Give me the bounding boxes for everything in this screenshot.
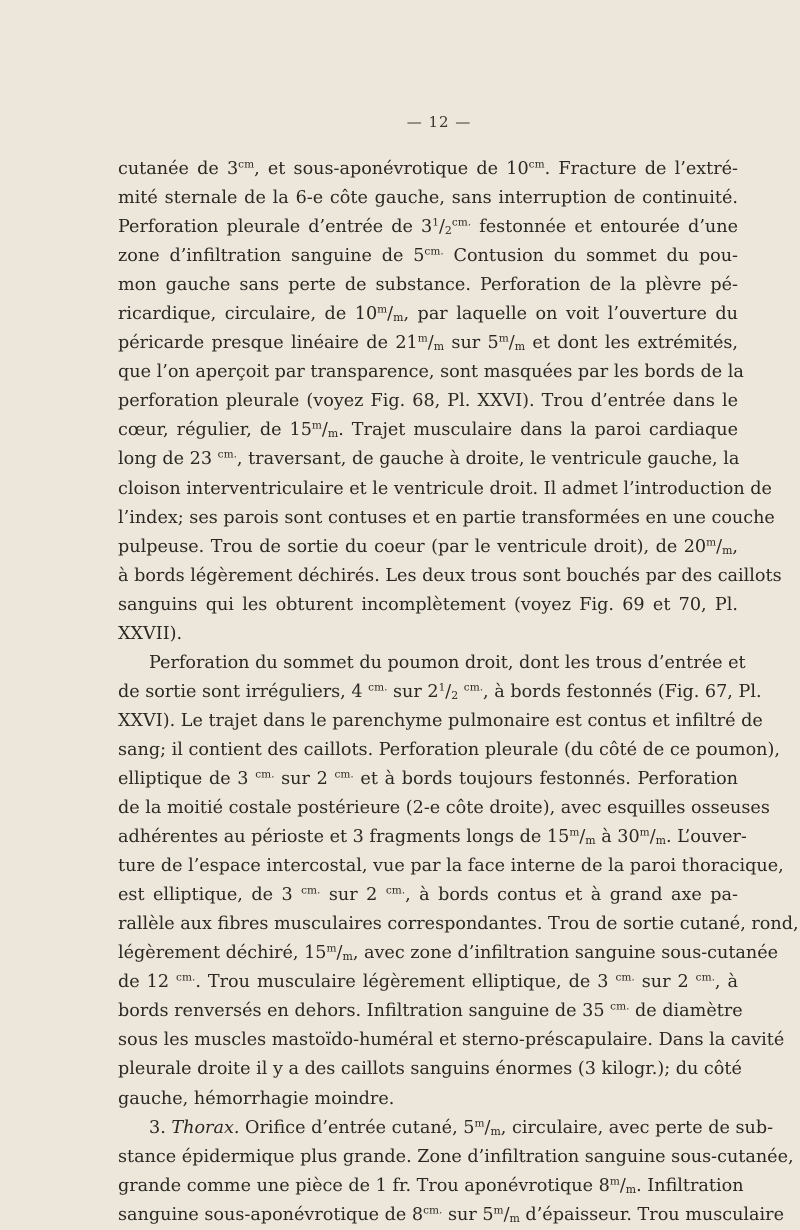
body-text (118, 155, 799, 1230)
text-line: stance épidermique plus grande. Zone d’infiltration sanguine sous-cutanée, (118, 1146, 794, 1167)
text-line: grande comme une pièce de 1 fr. Trou aponévrotique $8^m/_m$. Infiltration (118, 1175, 744, 1196)
text-line: zone d’infiltration sanguine de $5^{cm.}$ Contusion du sommet du pou- (118, 245, 739, 267)
text-line: pulpeuse. Trou de sortie du coeur (par le ventricule droit), de $20^m/_m$, (118, 536, 738, 557)
text-line: sanguins qui les obturent incomplètement (voyez Fig. 69 et 70, Pl. (118, 594, 738, 615)
text-line: pleurale droite il y a des caillots sanguins énormes (3 kilogr.); du côté (118, 1059, 742, 1080)
text-line: sous les muscles mastoïdo-huméral et sterno-préscapulaire. Dans la cavité (118, 1030, 785, 1051)
text-line: bords renversés en dehors. Infiltration sanguine de 35 $^{cm.}$ de diamètre (118, 1001, 743, 1022)
text-line: Perforation pleurale d’entrée de $3^1/_2^{cm.}$ festonnée et entourée d’une (118, 216, 738, 238)
text-line: Perforation du sommet du poumon droit, dont les trous d’entrée et (149, 652, 746, 673)
page-number: — 12 — (406, 113, 472, 131)
text-line: de sortie sont irréguliers, 4 $^{cm.}$ sur $2^1/_2$ $^{cm.}$, à bords festonnés (Fig. 67, Pl. (118, 681, 762, 703)
text-line: à bords légèrement déchirés. Les deux trous sont bouchés par des caillots (118, 565, 782, 586)
text-line: gauche, hémorrhagie moindre. (118, 1088, 395, 1109)
text-line: est elliptique, de 3 $^{cm.}$ sur 2 $^{cm.}$, à bords contus et à grand axe pa- (118, 884, 738, 906)
text-line: légèrement déchiré, $15^m/_m$, avec zone d’infiltration sanguine sous-cutanée (118, 942, 779, 964)
text-line: péricarde presque linéaire de $21^m/_m$ sur $5^m/_m$ et dont les extrémités, (118, 332, 738, 354)
text-line: 3. Thorax. Orifice d’entrée cutané, $5^m/_m$, circulaire, avec perte de sub- (149, 1117, 774, 1138)
text-line: ricardique, circulaire, de $10^m/_m$, par laquelle on voit l’ouverture du (118, 303, 738, 325)
text-line: perforation pleurale (voyez Fig. 68, Pl. XXVI). Trou d’entrée dans le (118, 391, 738, 412)
text-line: mon gauche sans perte de substance. Perforation de la plèvre pé- (118, 275, 738, 296)
text-line: cloison interventriculaire et le ventricule droit. Il admet l’introduction de (118, 478, 772, 499)
text-line: adhérentes au périoste et 3 fragments longs de $15^m/_m$ à $30^m/_m$. L’ouver- (118, 826, 747, 848)
text-line: sanguine sous-aponévrotique de $8^{cm.}$ sur $5^m/_m$ d’épaisseur. Trou musculaire (118, 1204, 784, 1225)
text-line: l’index; ses parois sont contuses et en partie transformées en une couche (118, 507, 775, 528)
text-line: elliptique de 3 $^{cm.}$ sur 2 $^{cm.}$ et à bords toujours festonnés. Perforation (118, 768, 739, 789)
text-line: sang; il contient des caillots. Perforation pleurale (du côté de ce poumon), (118, 739, 780, 760)
text-line: XXVI). Le trajet dans le parenchyme pulmonaire est contus et infiltré de (118, 710, 763, 731)
text-line: rallèle aux fibres musculaires correspondantes. Trou de sortie cutané, rond, (118, 914, 799, 935)
text-line: mité sternale de la 6-e côte gauche, sans interruption de continuité. (118, 188, 738, 209)
text-line: cœur, régulier, de $15^m/_m$. Trajet musculaire dans la paroi cardiaque (118, 420, 738, 441)
text-line: long de 23 $^{cm.}$, traversant, de gauche à droite, le ventricule gauche, la (118, 449, 740, 470)
text-line: que l’on aperçoit par transparence, sont masquées par les bords de la (118, 362, 744, 383)
text-line: cutanée de $3^{cm}$, et sous-aponévrotique de $10^{cm}$. Fracture de l’extré- (118, 158, 738, 179)
text-line: de la moitié costale postérieure (2-e côte droite), avec esquilles osseuses (118, 798, 770, 819)
text-line: de 12 $^{cm.}$. Trou musculaire légèrement elliptique, de 3 $^{cm.}$ sur 2 $^{cm.}$, à (118, 971, 738, 993)
text-line: ture de l’espace intercostal, vue par la face interne de la paroi thoracique, (118, 856, 784, 877)
text-line: XXVII). (118, 623, 183, 644)
